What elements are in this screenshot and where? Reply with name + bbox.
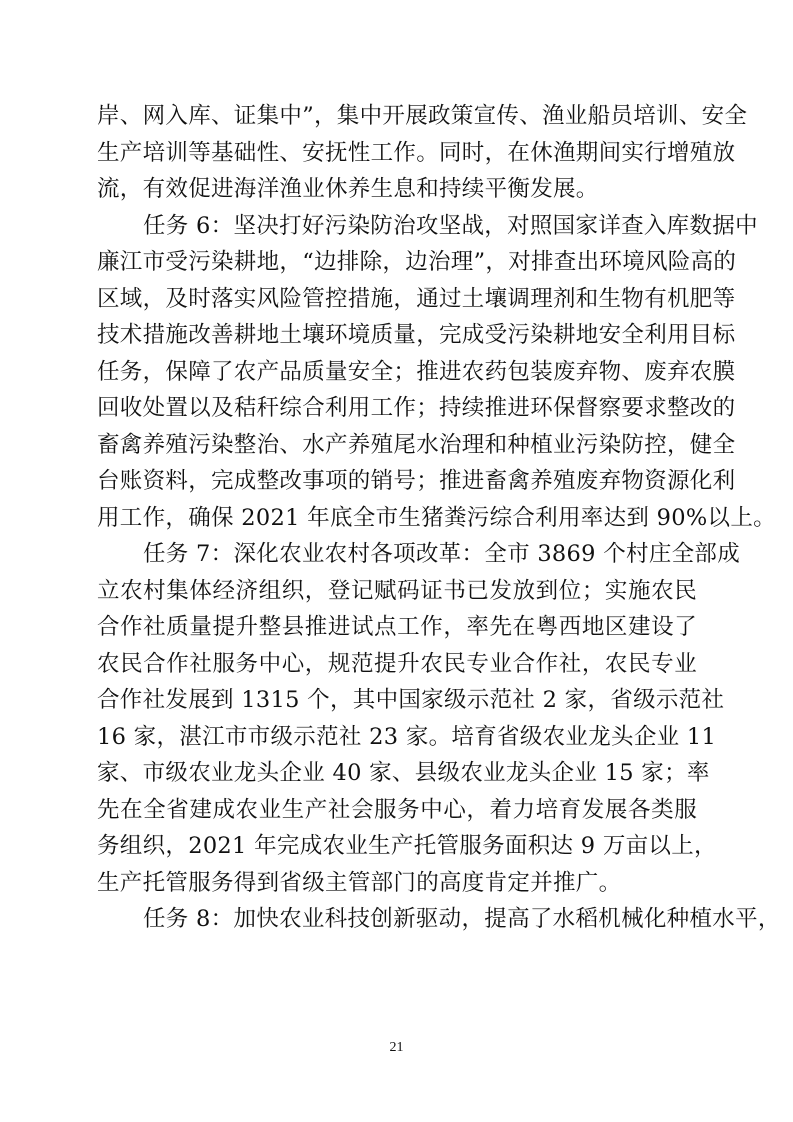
text-line: 农民合作社服务中心，规范提升农民专业合作社，农民专业 (97, 650, 697, 677)
text-line: 生产培训等基础性、安抚性工作。同时，在休渔期间实行增殖放 (97, 139, 736, 166)
text-line: 合作社质量提升整县推进试点工作，率先在粤西地区建设了 (97, 614, 697, 640)
text-line: 用工作，确保 2021 年底全市生猪粪污综合利用率达到 90%以上。 (97, 504, 776, 531)
text-line: 生产托管服务得到省级主管部门的高度肯定并推广。 (97, 869, 622, 896)
text-line: 家、市级农业龙头企业 40 家、县级农业龙头企业 15 家；率 (97, 760, 710, 786)
text-line: 流，有效促进海洋渔业休养生息和持续平衡发展。 (97, 176, 599, 202)
text-line: 立农村集体经济组织，登记赋码证书已发放到位；实施农民 (97, 577, 697, 604)
text-line: 任务，保障了农产品质量安全；推进农药包装废弃物、废弃农膜 (97, 358, 736, 385)
task-6-paragraph-start: 任务 6：坚决打好污染防治攻坚战，对照国家详查入库数据中 (143, 212, 758, 239)
task-8-paragraph-start: 任务 8：加快农业科技创新驱动，提高了水稻机械化种植水平， (143, 906, 781, 932)
text-line: 回收处置以及秸秆综合利用工作；持续推进环保督察要求整改的 (97, 395, 736, 421)
page-number: 21 (389, 1040, 404, 1055)
document-body (97, 98, 781, 938)
text-line: 岸、网入库、证集中”，集中开展政策宣传、渔业船员培训、安全 (97, 103, 748, 129)
text-line: 合作社发展到 1315 个，其中国家级示范社 2 家，省级示范社 (97, 687, 725, 713)
text-line: 畜禽养殖污染整治、水产养殖尾水治理和种植业污染防控，健全 (97, 431, 736, 458)
text-line: 务组织，2021 年完成农业生产托管服务面积达 9 万亩以上， (97, 833, 717, 859)
text-line: 16 家，湛江市市级示范社 23 家。培育省级农业龙头企业 11 (97, 723, 717, 750)
text-line: 区域，及时落实风险管控措施，通过土壤调理剂和生物有机肥等 (97, 285, 736, 312)
text-line: 技术措施改善耕地土壤环境质量，完成受污染耕地安全利用目标 (97, 322, 736, 348)
text-line: 廉江市受污染耕地，“边排除，边治理”，对排查出环境风险高的 (97, 249, 737, 275)
text-line: 台账资料，完成整改事项的销号；推进畜禽养殖废弃物资源化利 (97, 468, 736, 494)
text-line: 先在全省建成农业生产社会服务中心，着力培育发展各类服 (97, 796, 697, 823)
task-7-paragraph-start: 任务 7：深化农业农村各项改革：全市 3869 个村庄全部成 (143, 541, 741, 567)
